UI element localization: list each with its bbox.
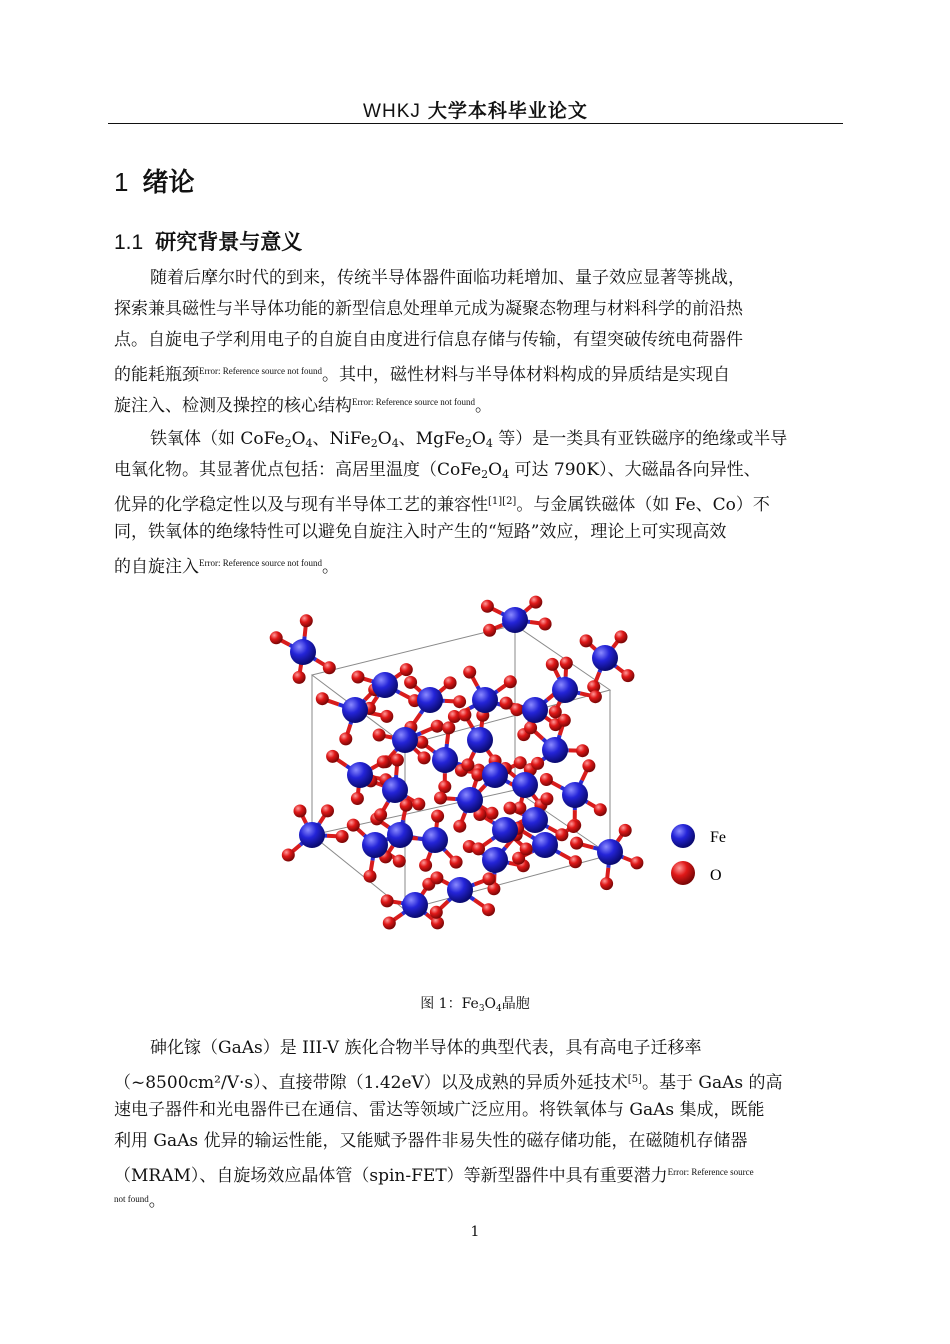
oxygen-atom xyxy=(294,805,307,818)
iron-atom xyxy=(382,777,408,803)
oxygen-atom xyxy=(540,773,553,786)
oxygen-atom xyxy=(300,614,313,627)
oxygen-atom xyxy=(431,720,444,733)
iron-atom xyxy=(482,762,508,788)
oxygen-atom xyxy=(481,600,494,613)
oxygen-atom xyxy=(461,758,474,771)
text-line: 同，铁氧体的绝缘特性可以避免自旋注入时产生的“短路”效应，理论上可实现高效 xyxy=(114,522,727,542)
text-line: 铁氧体（如 $CoFe_2O_4$、$NiFe_2O_4$、$MgFe_2O_4$ 等）是一类具有亚铁磁序的绝缘或半导 xyxy=(150,429,788,450)
legend-o-label: O xyxy=(710,867,722,884)
oxygen-atom xyxy=(374,808,387,821)
oxygen-atom xyxy=(431,810,444,823)
oxygen-atom xyxy=(510,703,523,716)
atoms xyxy=(270,596,644,930)
oxygen-atom xyxy=(326,750,339,763)
oxygen-atom xyxy=(570,837,583,850)
oxygen-atom xyxy=(453,820,466,833)
chapter-number: 1 xyxy=(114,167,129,197)
oxygen-atom xyxy=(393,855,406,868)
iron-atom xyxy=(467,727,493,753)
oxygen-atom xyxy=(434,792,447,805)
iron-atom xyxy=(372,672,398,698)
header-rule xyxy=(108,123,843,124)
iron-atom xyxy=(457,787,483,813)
citation: [1][2] xyxy=(488,496,517,507)
text-line: 速电子器件和光电器件已在通信、雷达等领域广泛应用。将铁氧体与 GaAs 集成，既能 xyxy=(114,1100,765,1120)
oxygen-atom xyxy=(400,663,413,676)
oxygen-atom xyxy=(453,695,466,708)
iron-atom xyxy=(562,782,588,808)
iron-atom xyxy=(290,639,316,665)
oxygen-atom xyxy=(589,690,602,703)
iron-atom xyxy=(522,807,548,833)
iron-atom xyxy=(542,737,568,763)
text-line: 利用 GaAs 优异的输运性能，又能赋予器件非易失性的磁存储功能，在磁随机存储器 xyxy=(114,1131,748,1151)
legend-fe-label: Fe xyxy=(710,829,726,846)
oxygen-atom xyxy=(351,792,364,805)
iron-atom xyxy=(447,877,473,903)
oxygen-atom xyxy=(430,871,443,884)
oxygen-atom xyxy=(531,757,544,770)
iron-atom xyxy=(299,822,325,848)
oxygen-atom xyxy=(483,872,496,885)
oxygen-atom xyxy=(482,903,495,916)
iron-atom xyxy=(512,772,538,798)
oxygen-atom xyxy=(539,618,552,631)
oxygen-atom xyxy=(529,596,542,609)
oxygen-atom xyxy=(472,842,485,855)
iron-atom xyxy=(422,827,448,853)
oxygen-atom xyxy=(321,804,334,817)
iron-atom xyxy=(597,839,623,865)
chapter-heading xyxy=(114,162,194,199)
iron-atom xyxy=(402,892,428,918)
oxygen-atom xyxy=(404,676,417,689)
text-line: $^{not found}$。 xyxy=(114,1191,166,1211)
oxygen-atom xyxy=(569,855,582,868)
legend xyxy=(671,824,726,885)
header-latin: WHKJ xyxy=(363,101,421,122)
iron-atom xyxy=(387,822,413,848)
text-line: 随着后摩尔时代的到来，传统半导体器件面临功耗增加、量子效应显著等挑战， xyxy=(150,268,745,288)
paragraph-2 xyxy=(114,424,839,579)
crystal-structure-figure xyxy=(245,590,765,950)
broken-reference: Error: Reference source not found xyxy=(199,558,322,568)
oxygen-atom xyxy=(555,828,568,841)
text-line: 电氧化物。其显著优点包括：高居里温度（$CoFe_2O_4$ 可达 790K）、大磁晶各向异性、 xyxy=(114,460,761,481)
section-heading xyxy=(114,226,302,256)
iron-atom xyxy=(342,697,368,723)
oxygen-atom xyxy=(520,843,533,856)
page-number: 1 xyxy=(470,1224,480,1240)
broken-reference: Error: Reference source not found xyxy=(352,397,475,407)
oxygen-atom xyxy=(438,780,451,793)
iron-atom xyxy=(522,697,548,723)
oxygen-atom xyxy=(619,824,632,837)
section-title: 研究背景与意义 xyxy=(155,230,303,254)
text-line: 点。自旋电子学利用电子的自旋自由度进行信息存储与传输，有望突破传统电荷器件 xyxy=(114,330,743,350)
text-line: 旋注入、检测及操控的核心结构$^{Error: Reference source not found}$。 xyxy=(114,396,492,416)
oxygen-atom xyxy=(419,859,432,872)
oxygen-atom xyxy=(567,820,580,833)
oxygen-atom xyxy=(463,666,476,679)
oxygen-atom xyxy=(412,798,425,811)
legend-fe-marker xyxy=(671,824,695,848)
chapter-title: 绪论 xyxy=(142,168,195,198)
broken-reference: Error: Reference source not found xyxy=(199,366,322,376)
oxygen-atom xyxy=(444,676,457,689)
text-line: 的能耗瓶颈$^{Error: Reference source not found}$。其中，磁性材料与半导体材料构成的异质结是实现自 xyxy=(114,365,730,385)
iron-atom xyxy=(347,762,373,788)
oxygen-atom xyxy=(450,856,463,869)
oxygen-atom xyxy=(430,906,443,919)
oxygen-atom xyxy=(594,803,607,816)
oxygen-atom xyxy=(524,721,537,734)
oxygen-atom xyxy=(504,802,517,815)
oxygen-atom xyxy=(560,657,573,670)
oxygen-atom xyxy=(621,669,634,682)
oxygen-atom xyxy=(504,675,517,688)
citation: [5] xyxy=(627,1074,642,1085)
oxygen-atom xyxy=(381,894,394,907)
oxygen-atom xyxy=(580,634,593,647)
oxygen-atom xyxy=(352,671,365,684)
oxygen-atom xyxy=(630,856,643,869)
iron-atom xyxy=(552,677,578,703)
iron-atom xyxy=(482,847,508,873)
oxygen-atom xyxy=(270,631,283,644)
iron-atom xyxy=(362,832,388,858)
iron-atom xyxy=(417,687,443,713)
oxygen-atom xyxy=(373,729,386,742)
oxygen-atom xyxy=(540,792,553,805)
oxygen-atom xyxy=(383,917,396,930)
iron-atom xyxy=(592,645,618,671)
oxygen-atom xyxy=(576,744,589,757)
oxygen-atom xyxy=(615,630,628,643)
text-line: （~8500cm²/V·s）、直接带隙（1.42eV）以及成熟的异质外延技术[5]。基于 GaAs 的高 xyxy=(114,1073,783,1093)
text-line: 砷化镓（GaAs）是 III-V 族化合物半导体的典型代表，具有高电子迁移率 xyxy=(150,1038,702,1058)
oxygen-atom xyxy=(316,692,329,705)
oxygen-atom xyxy=(364,870,377,883)
text-line: 的自旋注入$^{Error: Reference source not found}$。 xyxy=(114,557,339,577)
iron-atom xyxy=(472,687,498,713)
text-line: （MRAM）、自旋场效应晶体管（spin-FET）等新型器件中具有重要潜力$^{Error: Reference source}$ xyxy=(114,1166,754,1186)
oxygen-atom xyxy=(293,671,306,684)
paragraph-1 xyxy=(114,263,839,418)
oxygen-atom xyxy=(323,661,336,674)
figure-caption: 图 1：$Fe_3O_4$晶胞 xyxy=(420,996,530,1014)
text-line: 优异的化学稳定性以及与现有半导体工艺的兼容性[1][2]。与金属铁磁体（如 Fe、Co）不 xyxy=(114,495,770,515)
oxygen-atom xyxy=(380,710,393,723)
header-title: 大学本科毕业论文 xyxy=(427,100,588,122)
oxygen-atom xyxy=(582,759,595,772)
oxygen-atom xyxy=(442,721,455,734)
oxygen-atom xyxy=(339,732,352,745)
section-number: 1.1 xyxy=(114,231,144,254)
oxygen-atom xyxy=(377,755,390,768)
broken-reference-cont: not found xyxy=(114,1194,149,1204)
iron-atom xyxy=(532,832,558,858)
iron-atom xyxy=(502,607,528,633)
oxygen-atom xyxy=(391,754,404,767)
oxygen-atom xyxy=(282,849,295,862)
oxygen-atom xyxy=(549,705,562,718)
text-line: 探索兼具磁性与半导体功能的新型信息处理单元成为凝聚态物理与材料科学的前沿热 xyxy=(114,299,743,319)
oxygen-atom xyxy=(347,819,360,832)
oxygen-atom xyxy=(546,658,559,671)
oxygen-atom xyxy=(486,807,499,820)
iron-atom xyxy=(492,817,518,843)
iron-atom xyxy=(392,727,418,753)
fe3o4-unit-cell-image xyxy=(245,590,765,950)
running-header xyxy=(108,96,843,122)
iron-atom xyxy=(432,747,458,773)
oxygen-atom xyxy=(500,697,513,710)
oxygen-atom xyxy=(336,830,349,843)
oxygen-atom xyxy=(458,708,471,721)
oxygen-atom xyxy=(418,751,431,764)
legend-o-marker xyxy=(671,861,695,885)
broken-reference: Error: Reference source xyxy=(667,1167,754,1177)
oxygen-atom xyxy=(600,877,613,890)
paragraph-3 xyxy=(114,1033,839,1210)
oxygen-atom xyxy=(483,624,496,637)
